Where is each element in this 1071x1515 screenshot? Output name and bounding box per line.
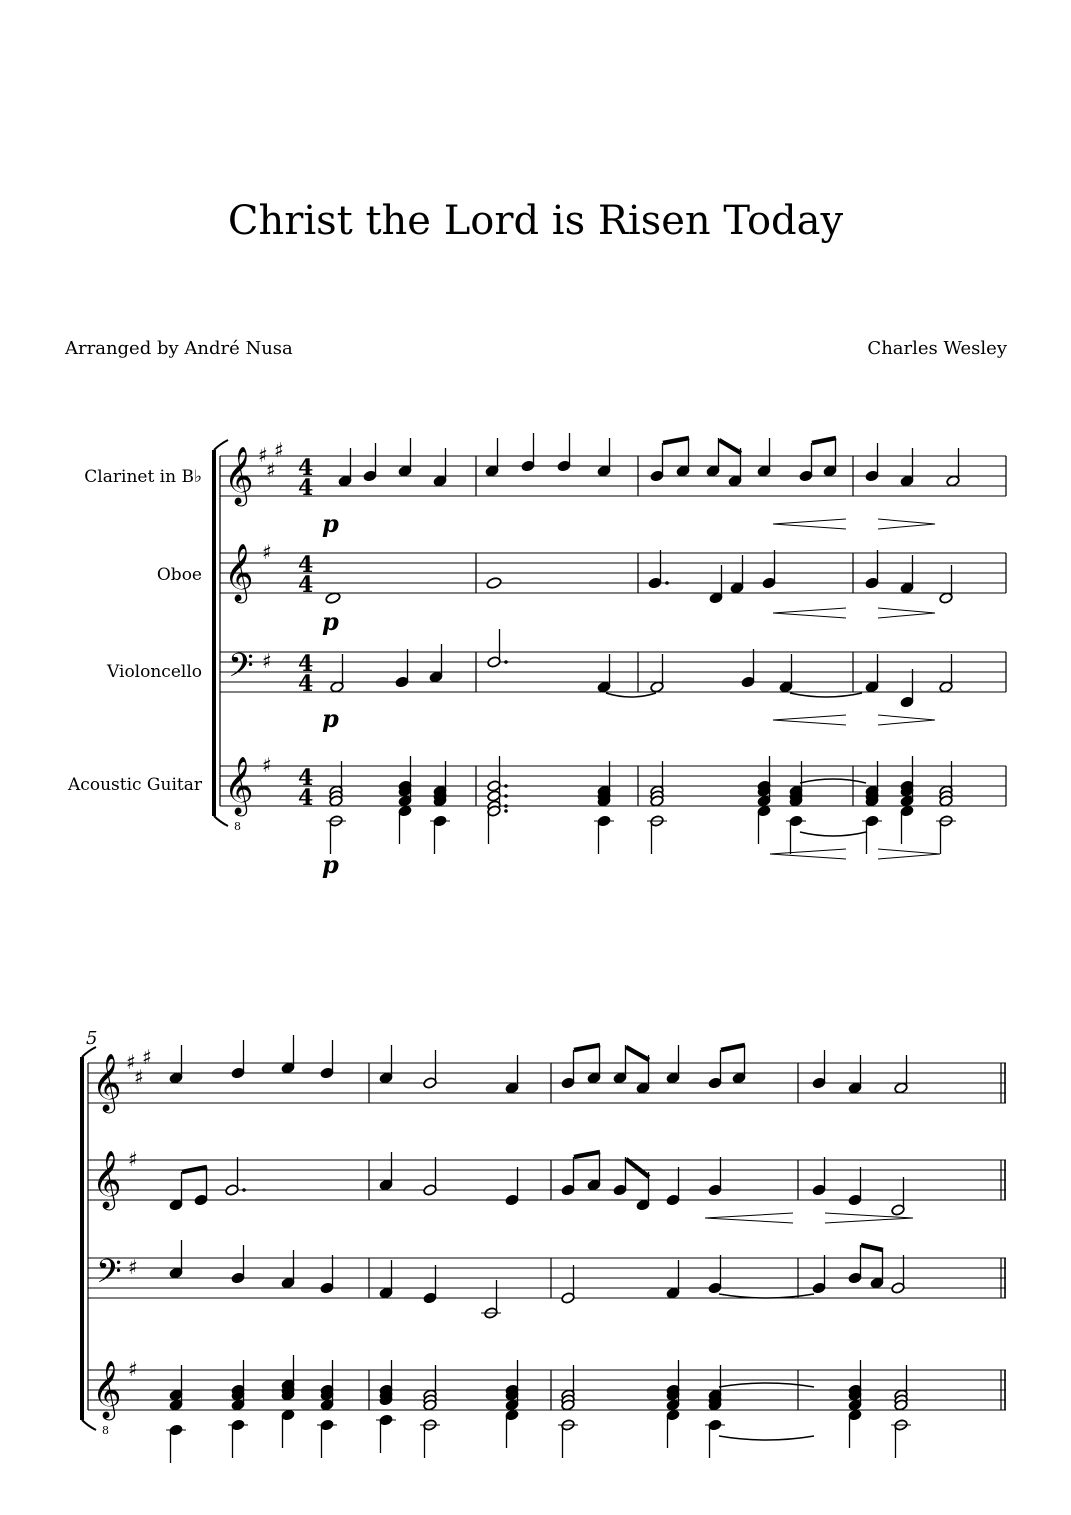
- crescendo-hairpin: [705, 1213, 793, 1223]
- composer-credit: Charles Wesley: [867, 338, 1007, 359]
- bass-clef: 𝄢: [228, 647, 254, 693]
- guitar-octave-mark: 8: [234, 820, 241, 833]
- beam: [663, 438, 689, 443]
- time-signature-top: 4: [298, 552, 314, 578]
- time-signature-top: 4: [298, 765, 314, 791]
- score-title: Christ the Lord is Risen Today: [227, 198, 844, 244]
- dynamic-piano: p: [322, 607, 339, 636]
- note-dot: [504, 809, 508, 813]
- dynamic-piano: p: [322, 850, 339, 879]
- key-sharp: ♯: [134, 1065, 144, 1089]
- system-bracket-bottom: [214, 816, 228, 826]
- time-signature-bottom: 4: [298, 572, 314, 598]
- measure-number: 5: [86, 1028, 98, 1049]
- decrescendo-hairpin: [878, 849, 940, 859]
- tie: [719, 1294, 814, 1298]
- decrescendo-hairpin: [878, 715, 935, 725]
- system2-bracket-bottom: [82, 1420, 96, 1430]
- tie: [800, 832, 866, 836]
- treble-clef: 𝄞: [92, 1150, 122, 1208]
- guitar-octave-mark-2: 8: [102, 1424, 109, 1437]
- key-sharp: ♯: [126, 1050, 136, 1074]
- key-sharp: ♯: [274, 438, 284, 462]
- crescendo-hairpin: [773, 519, 846, 529]
- key-sharp: ♯: [128, 1255, 138, 1279]
- tie: [790, 693, 862, 697]
- time-signature-top: 4: [298, 651, 314, 677]
- time-signature-bottom: 4: [298, 475, 314, 501]
- beam: [574, 1045, 600, 1050]
- beam: [182, 1167, 207, 1172]
- beam: [861, 1245, 883, 1250]
- time-signature-bottom: 4: [298, 785, 314, 811]
- treble-clef: 𝄞: [224, 446, 254, 504]
- note-dot: [504, 784, 508, 788]
- crescendo-hairpin: [770, 849, 846, 859]
- dynamic-piano: p: [322, 704, 339, 733]
- key-sharp: ♯: [262, 540, 272, 564]
- beam: [626, 1047, 649, 1060]
- key-sharp: ♯: [258, 443, 268, 467]
- note-dot: [504, 804, 508, 808]
- note-dot: [504, 794, 508, 798]
- treble-clef: 𝄞: [224, 756, 254, 814]
- instrument-label-guitar: Acoustic Guitar: [68, 775, 202, 795]
- decrescendo-hairpin: [878, 519, 935, 529]
- treble-clef: 𝄞: [92, 1360, 122, 1418]
- key-sharp: ♯: [266, 458, 276, 482]
- note-dot: [242, 1188, 246, 1192]
- crescendo-hairpin: [773, 715, 846, 725]
- key-sharp: ♯: [262, 753, 272, 777]
- key-sharp: ♯: [262, 649, 272, 673]
- arranger-credit: Arranged by André Nusa: [65, 338, 293, 359]
- note-dot: [504, 660, 508, 664]
- time-signature-top: 4: [298, 455, 314, 481]
- tie: [719, 1383, 814, 1387]
- tie: [719, 1436, 814, 1440]
- tie: [800, 779, 866, 783]
- beam: [721, 1045, 745, 1050]
- bass-clef: 𝄢: [96, 1253, 122, 1299]
- instrument-label-clarinet: Clarinet in B♭: [84, 467, 202, 487]
- note-head: [486, 577, 502, 590]
- tie: [606, 693, 656, 697]
- time-signature-bottom: 4: [298, 671, 314, 697]
- treble-clef: 𝄞: [92, 1053, 122, 1111]
- note-dot: [665, 581, 669, 585]
- key-sharp: ♯: [128, 1357, 138, 1381]
- key-sharp: ♯: [128, 1147, 138, 1171]
- instrument-label-oboe: Oboe: [156, 565, 202, 585]
- treble-clef: 𝄞: [224, 543, 254, 601]
- beam: [719, 440, 741, 453]
- key-sharp: ♯: [142, 1045, 152, 1069]
- dynamic-piano: p: [322, 509, 339, 538]
- beam: [812, 438, 836, 443]
- decrescendo-hairpin: [878, 608, 935, 618]
- crescendo-hairpin: [773, 608, 846, 618]
- beam: [626, 1159, 649, 1177]
- instrument-label-cello: Violoncello: [107, 662, 202, 682]
- beam: [574, 1152, 600, 1157]
